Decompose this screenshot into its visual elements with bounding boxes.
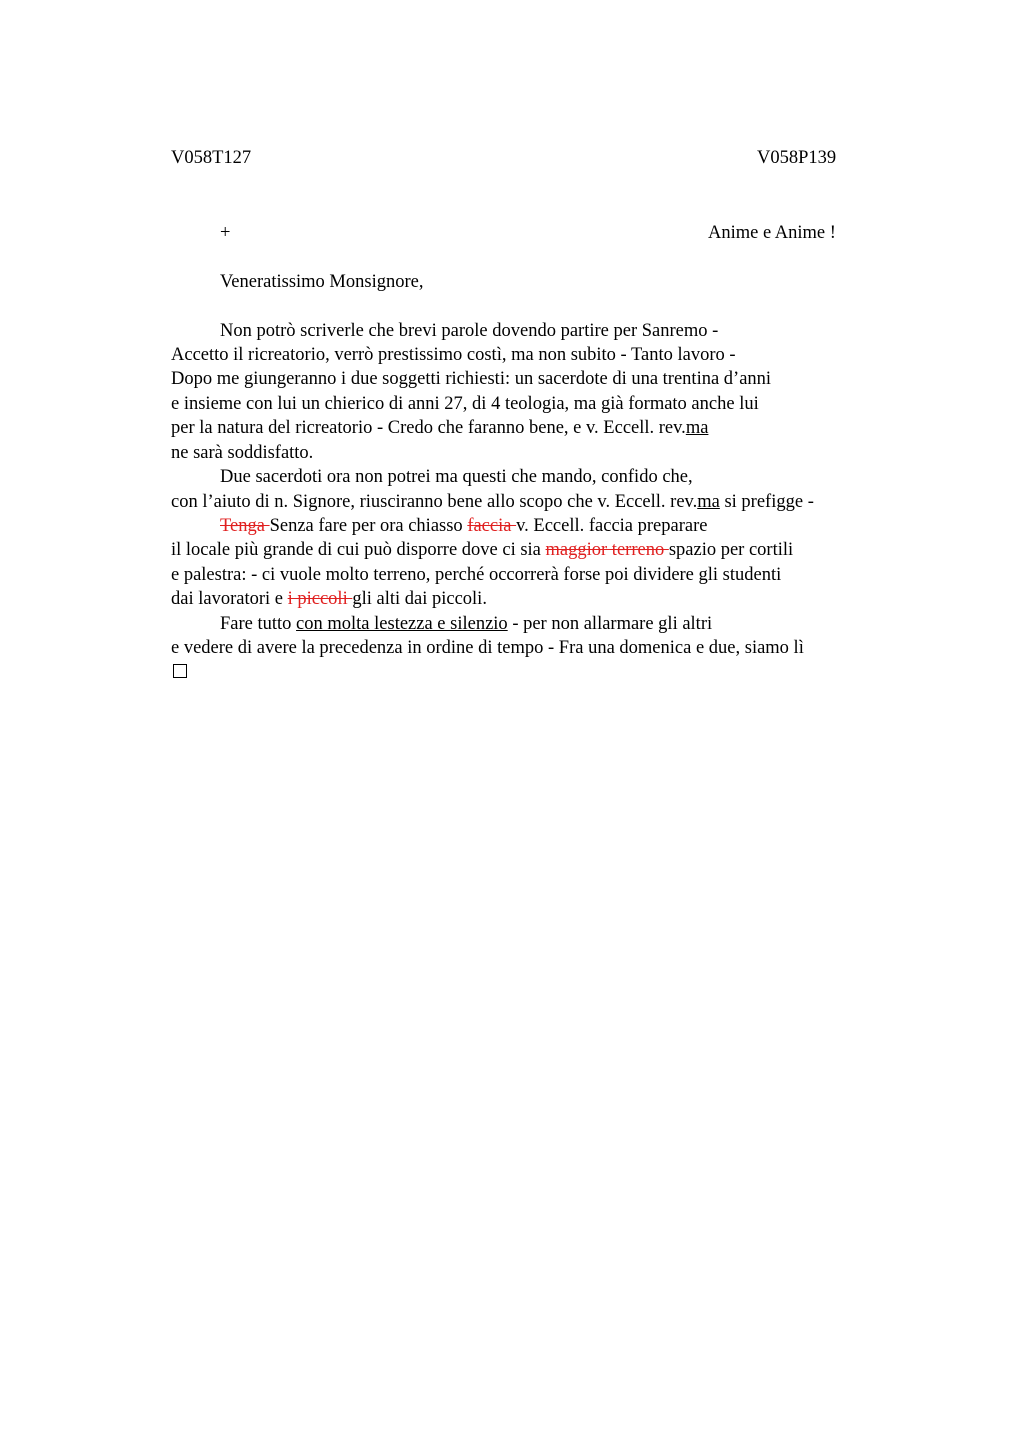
text-line: Due sacerdoti ora non potrei ma questi che mando, confido che, [220, 467, 693, 487]
text-line [171, 590, 487, 609]
deleted-text: maggior terreno [545, 540, 669, 560]
motto: Anime e Anime ! [708, 223, 836, 243]
text-segment: spazio per cortili [668, 540, 794, 560]
text-line: Dopo me giungeranno i due soggetti richiesti: un sacerdote di una trentina d’anni [171, 369, 772, 389]
text-line: Accetto il ricreatorio, verrò prestissimo costì, ma non subito - Tanto lavoro - [171, 345, 736, 365]
text-line: Non potrò scriverle che brevi parole dovendo partire per Sanremo - [220, 321, 719, 341]
text-segment: con l’aiuto di n. Signore, riusciranno bene allo scopo che v. Eccell. rev. [171, 492, 698, 512]
text-line [220, 615, 712, 634]
header-left-code: V058T127 [171, 148, 252, 168]
text-segment: v. Eccell. faccia preparare [516, 516, 708, 536]
deleted-text: i piccoli [287, 589, 353, 609]
text-segment: - per non allarmare gli altri [507, 614, 713, 634]
text-line: e palestra: - ci vuole molto terreno, perché occorrerà forse poi dividere gli studenti [171, 565, 782, 585]
text-segment: si prefigge - [719, 492, 814, 512]
end-square-icon [173, 664, 187, 678]
text-line [171, 541, 793, 560]
underlined-text: ma [685, 418, 709, 438]
text-line [171, 493, 814, 512]
text-segment: Senza fare per ora chiasso [269, 516, 468, 536]
cross-symbol: + [220, 223, 231, 243]
text-line [220, 517, 707, 536]
underlined-text: con molta lestezza e silenzio [296, 614, 508, 634]
text-line: e vedere di avere la precedenza in ordine di tempo - Fra una domenica e due, siamo lì [171, 638, 804, 658]
underlined-text: ma [697, 492, 720, 512]
header-right-code: V058P139 [757, 148, 837, 168]
text-segment: dai lavoratori e [171, 589, 288, 609]
salutation: Veneratissimo Monsignore, [220, 272, 424, 292]
deleted-text: faccia [467, 516, 517, 536]
text-segment: il locale più grande di cui può disporre dove ci sia [171, 540, 546, 560]
text-segment: gli alti dai piccoli. [352, 589, 487, 609]
text-segment: per la natura del ricreatorio - Credo che faranno bene, e v. Eccell. rev. [171, 418, 686, 438]
text-line [171, 419, 708, 438]
deleted-text: Tenga [220, 516, 270, 536]
text-line: e insieme con lui un chierico di anni 27, di 4 teologia, ma già formato anche lui [171, 394, 759, 414]
text-line: ne sarà soddisfatto. [171, 443, 314, 463]
text-segment: Fare tutto [220, 614, 297, 634]
